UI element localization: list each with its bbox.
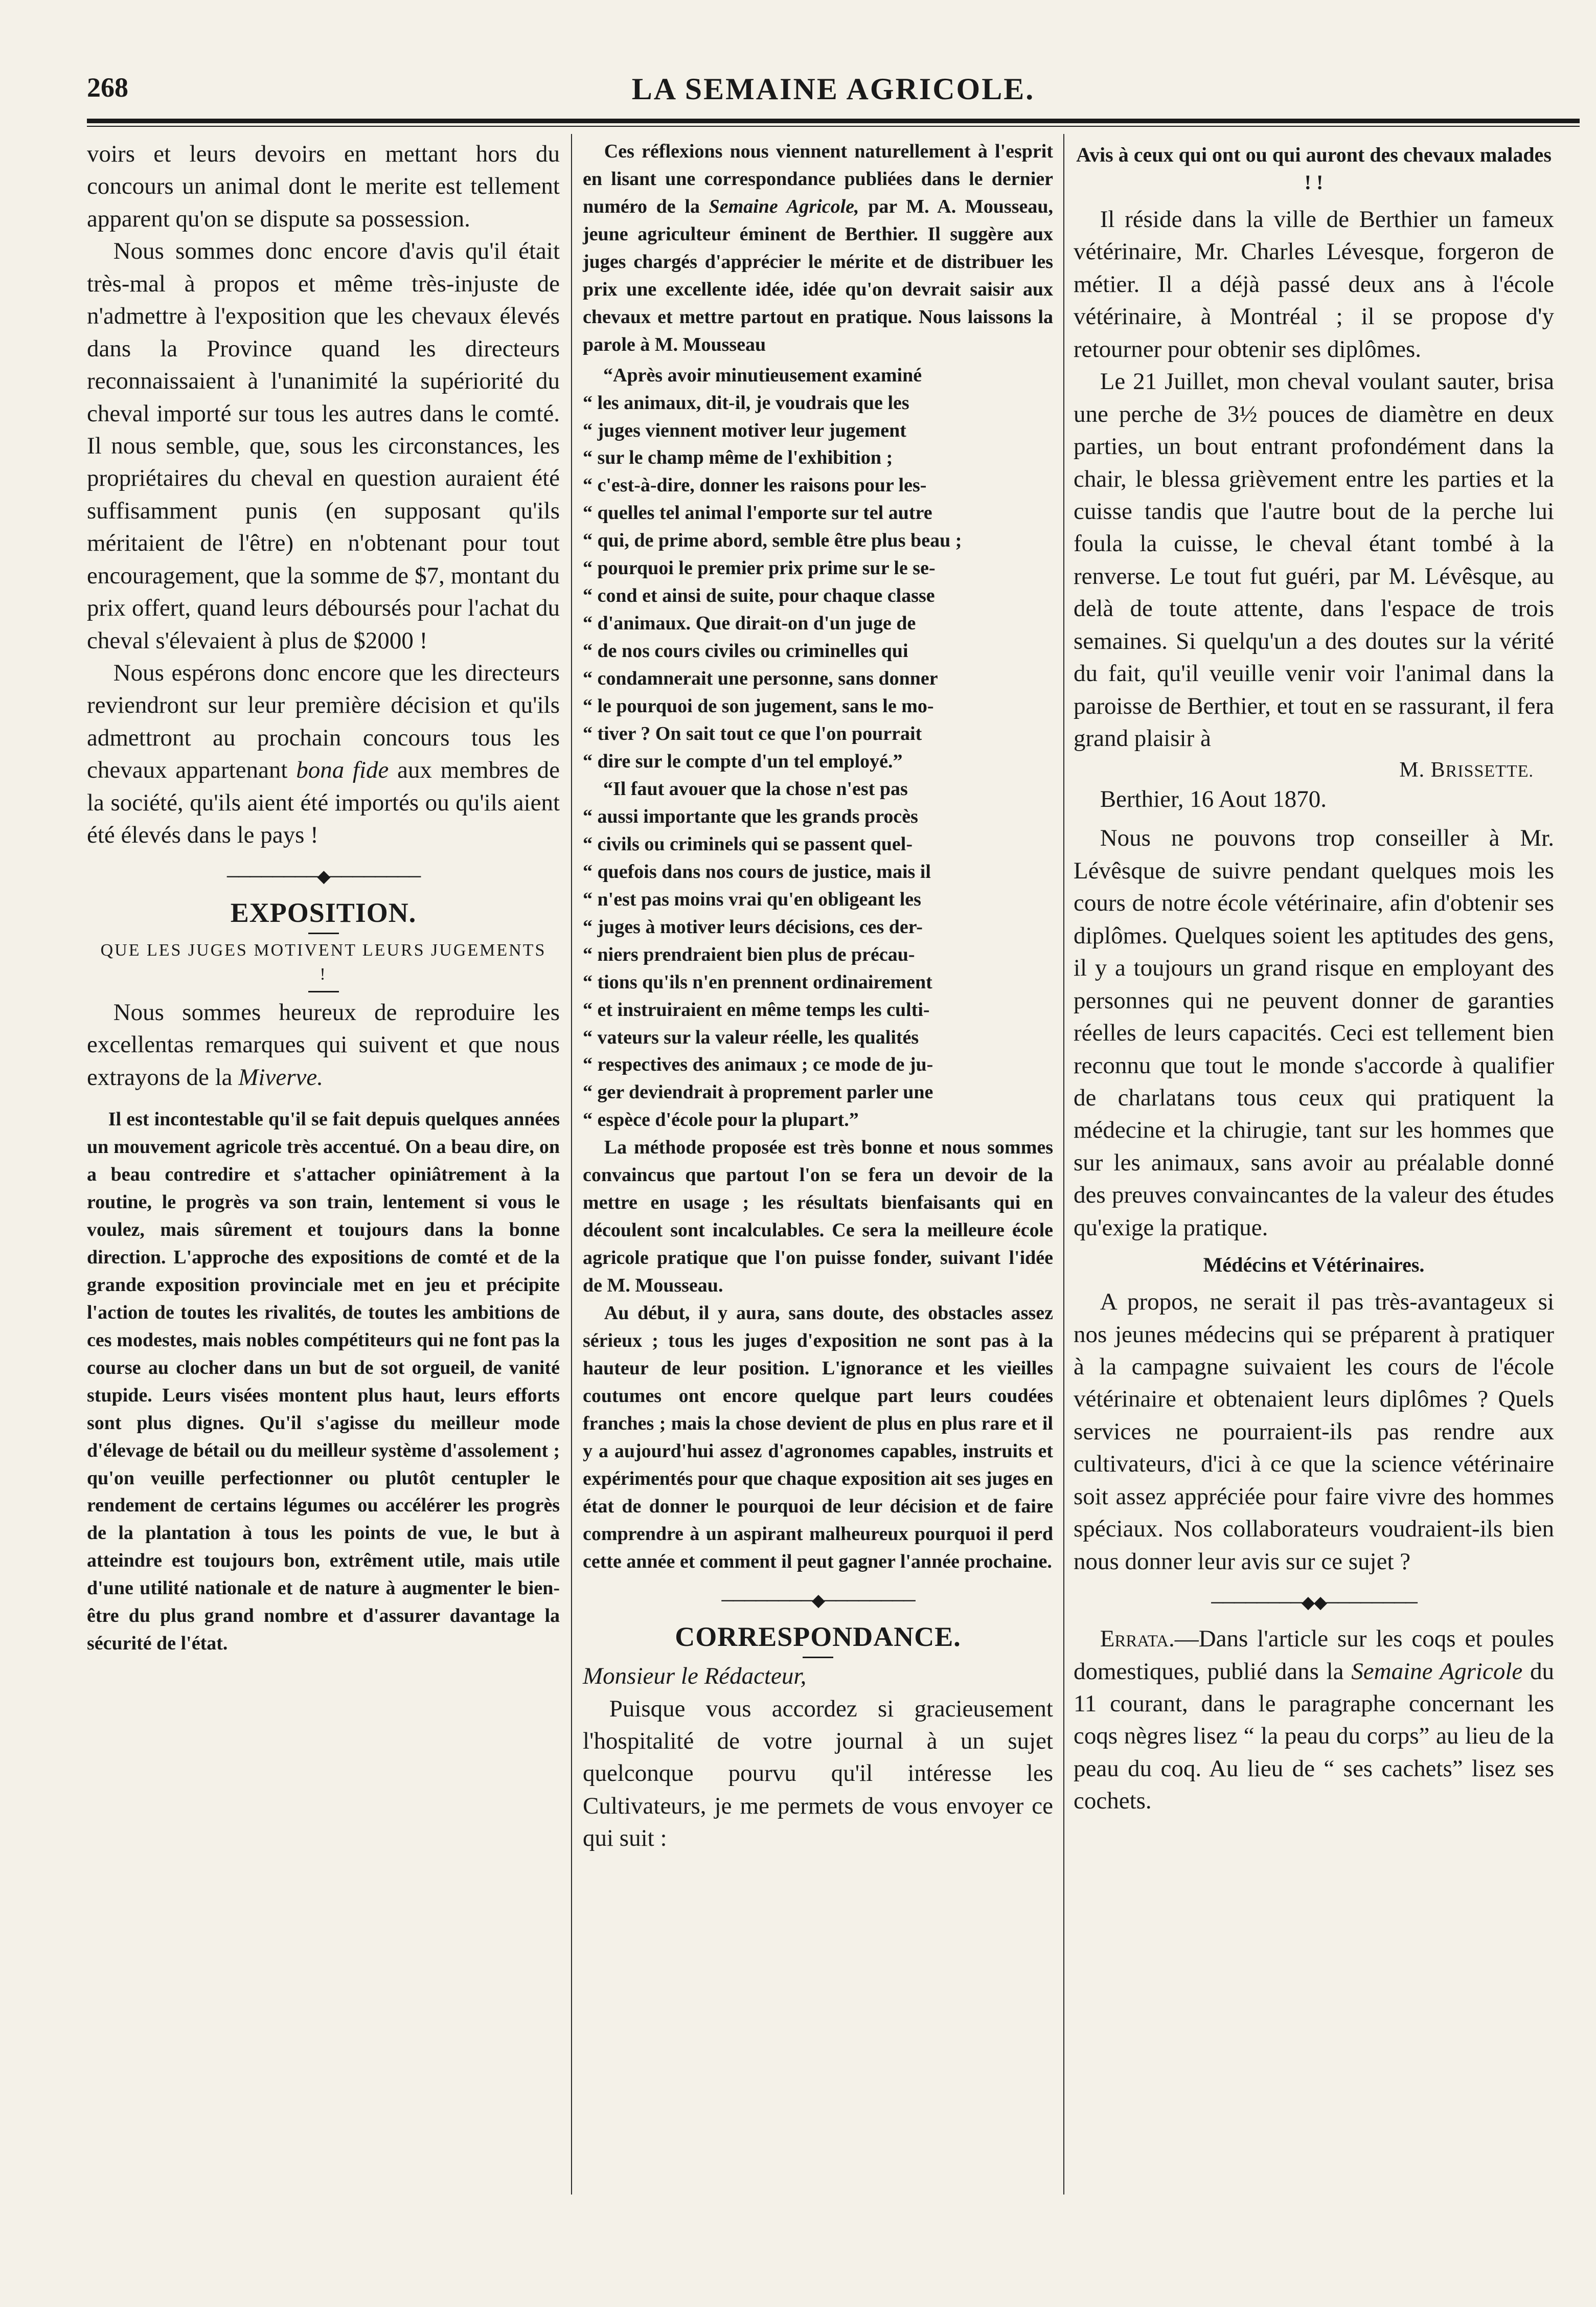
- quote1-line: “ sur le champ même de l'exhibition ;: [583, 447, 893, 469]
- col2-paragraph-4: Puisque vous accordez si gracieusement l'hospitalité de votre journal à un sujet quelconque pourvu qu'il intéresse les Cultivateurs, je me permets de vous envoyer ce qui suit :: [583, 1695, 1053, 1852]
- quote2-line: “ juges à motiver leurs décisions, ces der-: [583, 916, 923, 938]
- dateline: Berthier, 16 Aout 1870.: [1100, 786, 1327, 813]
- quote1-line: “ les animaux, dit-il, je voudrais que les: [583, 392, 909, 414]
- column-divider-2: [1063, 134, 1064, 2195]
- quote1-line: “ de nos cours civiles ou criminelles qui: [583, 640, 908, 662]
- short-rule-1: [308, 933, 339, 934]
- quote1-line: “ le pourquoi de son jugement, sans le mo-: [583, 695, 934, 717]
- col1-p4-italic: Miverve.: [238, 1064, 323, 1091]
- quote2-line: “ civils ou criminels qui se passent quel-: [583, 833, 913, 855]
- col1-p3-italic: bona fide: [296, 757, 389, 784]
- mousseau-quote-1: [583, 362, 1053, 776]
- signature: [1074, 758, 1534, 782]
- page-number: 268: [87, 72, 128, 103]
- quote2-line: “ respectives des animaux ; ce mode de ju-: [583, 1054, 933, 1076]
- column-2: [583, 138, 1053, 1855]
- short-rule-3: [803, 1657, 833, 1658]
- quote2-line: “ n'est pas moins vrai qu'en obligeant les: [583, 888, 921, 910]
- quote2-line: “Il faut avouer que la chose n'est pas: [603, 778, 908, 800]
- col2-paragraph-3: Au début, il y aura, sans doute, des obstacles assez sérieux ; tous les juges d'exposition ne sont pas à la hauteur de leur position. L'ignorance et les vieilles coutumes ont encore quelque part leurs coudées franches ; mais la chose devient de plus en plus rare et il y a aujourd'hui assez d'agronomes capables, instruits et expérimentés pour que chaque exposition ait ses juges en état de donner le pourquoi de leur décision et de faire comprendre à un aspirant malheureux pourquoi il perd cette année et comment il peut gagner l'année prochaine.: [583, 1302, 1053, 1572]
- col3-paragraph-4: A propos, ne serait il pas très-avantageux si nos jeunes médecins qui se préparent à pratiquer à la campagne suivaient les cours de l'école vétérinaire et obtenaient leurs diplômes ? Quels services ne pourraient-ils pas rendre aux cultivateurs, d'ici à ce que la science vétérinaire soit assez appréciée pour faire vivre des hommes spéciaux. Nos collaborateurs voudraient-ils bien nous donner leur avis sur ce sujet ?: [1074, 1288, 1554, 1575]
- column-3: [1074, 138, 1554, 1818]
- col1-paragraph-3: [87, 657, 560, 852]
- quote2-line: “ espèce d'école pour la plupart.”: [583, 1109, 859, 1131]
- col2-p1-text-a: Ces réflexions nous viennent naturellement à l'esprit en lisant une correspondance publiées dans le dernier numéro de la: [583, 141, 1053, 217]
- quote1-line: “ cond et ainsi de suite, pour chaque classe: [583, 585, 935, 607]
- correspondance-heading: CORRESPONDANCE.: [675, 1621, 961, 1652]
- col2-paragraph-2: La méthode proposée est très bonne et nous sommes convaincus que partout l'on se fera un devoir de la mettre en usage ; les résultats bienfaisants qui en découlent sont incalculables. Ce sera la meilleure école agricole pratique que l'on puisse fonder, suivant l'idée de M. Mousseau.: [583, 1137, 1053, 1297]
- quote1-line: “ juges viennent motiver leur jugement: [583, 419, 906, 441]
- exposition-heading: EXPOSITION.: [230, 897, 417, 928]
- quote1-line: “ c'est-à-dire, donner les raisons pour les-: [583, 474, 927, 496]
- header-rule-thin: [87, 126, 1580, 127]
- quote1-line: “ qui, de prime abord, semble être plus beau ;: [583, 530, 962, 552]
- errata-paragraph: [1074, 1623, 1554, 1818]
- signature-rest: RISSETTE.: [1445, 762, 1534, 781]
- quote2-line: “ tions qu'ils n'en prennent ordinairement: [583, 971, 932, 993]
- quote1-line: “ condamnerait une personne, sans donner: [583, 668, 938, 690]
- quote2-line: “ aussi importante que les grands procès: [583, 805, 918, 827]
- quote1-line: “ quelles tel animal l'emporte sur tel autre: [583, 502, 932, 524]
- col2-p1-italic: Semaine Agricole,: [709, 195, 859, 217]
- quote1-line: “ d'animaux. Que dirait-on d'un juge de: [583, 613, 916, 635]
- quote1-line: “Après avoir minutieusement examiné: [603, 364, 922, 386]
- quote2-line: “ et instruiraient en même temps les culti-: [583, 999, 930, 1021]
- signature-prefix: M. B: [1399, 758, 1446, 782]
- journal-title: LA SEMAINE AGRICOLE.: [631, 72, 1035, 106]
- section-ornament-2: ────────◆────────: [721, 1591, 915, 1610]
- col3-paragraph-2: Le 21 Juillet, mon cheval voulant sauter, brisa une perche de 3½ pouces de diamètre en deux parties, un bout entrant profondément dans la chair, le blessa grièvement entre les parties et la cuisse tandis que l'autre bout de la perche lui foula la cuisse, le cheval étant tombé à la renverse. Le tout fut guéri, par M. Lévêsque, au delà de toute attente, dans l'espace de trois semaines. Si quelqu'un a des doutes sur la vérité du fait, qu'il veuille venir voir l'animal dans la paroisse de Berthier, et tout en se rassurant, il fera grand plaisir à: [1074, 368, 1554, 752]
- section-ornament-3: ────────◆◆────────: [1211, 1593, 1417, 1613]
- col1-paragraph-5: Il est incontestable qu'il se fait depuis quelques années un mouvement agricole très accentué. On a beau dire, on a beau contredire et s'attacher opiniâtrement à la routine, le progrès va son train, lentement si vous le voulez, mais sûrement et toujours dans la bonne direction. L'approche des expositions de comté et de la grande exposition provinciale met en jeu et précipite l'action de toutes les rivalités, de toutes les ambitions de ces modestes, mais nobles compétiteurs qui ne font pas la course au clocher dans un but de sot orgueil, de vanité stupide. Leurs visées montent plus haut, leurs efforts sont plus dignes. Qu'il s'agisse du meilleur mode d'élevage de bétail ou du meilleur système d'assolement ; qu'on veuille perfectionner ou plutôt centupler le rendement de certains légumes ou accélérer les progrès de la plantation à tous les points de vue, le but à atteindre est toujours bon, extrêment utile, mais utile d'une utilité nationale et de nature à augmenter le bien-être du plus grand nombre et d'assurer davantage la sécurité de l'état.: [87, 1109, 560, 1655]
- short-rule-2: [308, 991, 339, 992]
- quote2-line: “ quefois dans nos cours de justice, mais il: [583, 861, 931, 883]
- mousseau-quote-2: [583, 776, 1053, 1134]
- col1-paragraph-2: Nous sommes donc encore d'avis qu'il était très-mal à propos et même très-injuste de n'admettre à l'exposition que les chevaux élevés dans la Province quand les directeurs reconnaissaient à l'unanimité la supériorité du cheval importé sur tous les autres dans le comté. Il nous semble, que, sous les circonstances, les propriétaires du cheval en question auraient été suffisamment punis (en supposant qu'ils méritaient de l'être) en n'obtenant pour tout encouragement, que la somme de $7, montant du prix offert, quand leurs déboursés pour l'achat du cheval s'élevaient à plus de $2000 !: [87, 238, 560, 654]
- avis-heading: Avis à ceux qui ont ou qui auront des chevaux malades ! !: [1076, 143, 1552, 194]
- errata-text-b: du 11 courant, dans le paragraphe concernant les coqs nègres lisez “ la peau du corps” au lieu de la peau du coq. Au lieu de “ ses cachets” lisez ses cochets.: [1074, 1658, 1554, 1815]
- exposition-subheading: QUE LES JUGES MOTIVENT LEURS JUGEMENTS !: [100, 940, 546, 984]
- col1-p3-text-a: Nous espérons donc encore que les directeurs reviendront sur leur première décision et qu'ils admettront au prochain concours tous les chevaux appartenant: [87, 660, 560, 784]
- col3-paragraph-3: Nous ne pouvons trop conseiller à Mr. Lévêsque de suivre pendant quelques mois les cours de notre école vétérinaire, afin d'obtenir ses diplômes. Quelques soient les aptitudes des gens, il y a toujours un grand risque en employant des personnes qui ne peuvent donner de garanties réelles de leurs capacités. Ceci est tellement bien reconnu que tout le monde s'accorde à qualifier de charlatans tous ceux qui pratiquent la médecine et la chirugie, tant sur les hommes que sur les animaux, sans avoir au préalable donné des preuves convaincantes de la valeur des études qu'exige la pratique.: [1074, 825, 1554, 1241]
- medecins-heading: Médécins et Vétérinaires.: [1203, 1253, 1425, 1277]
- column-1: [87, 138, 560, 1658]
- errata-text-a: —Dans l'article sur les coqs et poules domestiques, publié dans la: [1074, 1625, 1554, 1685]
- col2-p1-text-b: par M. A. Mousseau, jeune agriculteur éminent de Berthier. Il suggère aux juges chargés d'apprécier le mérite et de distribuer les prix une excellente idée, idée qu'on devrait saisir aux chevaux et mettre partout en pratique. Nous laissons la parole à M. Mousseau: [583, 195, 1053, 355]
- quote1-line: “ dire sur le compte d'un tel employé.”: [583, 750, 903, 772]
- col1-p3-text-b: aux membres de la société, qu'ils aient été importés ou qu'ils aient été élevés dans le pays !: [87, 757, 560, 849]
- quote1-line: “ tiver ? On sait tout ce que l'on pourrait: [583, 723, 922, 745]
- quote1-line: “ pourquoi le premier prix prime sur le se-: [583, 557, 936, 579]
- col3-paragraph-1: Il réside dans la ville de Berthier un fameux vétérinaire, Mr. Charles Lévesque, forgeron de métier. Il a déjà passé deux ans à l'école vétérinaire, à Montréal ; il se propose d'y retourner pour obtenir ses diplômes.: [1074, 206, 1554, 363]
- col2-paragraph-1: [583, 138, 1053, 359]
- section-ornament-1: ────────◆────────: [226, 867, 420, 886]
- col1-paragraph-1: voirs et leurs devoirs en mettant hors du concours un animal dont le merite est tellement apparent qu'on se dispute sa possession.: [87, 141, 560, 232]
- header-rule-thick: [87, 119, 1580, 123]
- quote2-line: “ ger deviendrait à proprement parler une: [583, 1081, 933, 1103]
- quote2-line: “ vateurs sur la valeur réelle, les qualités: [583, 1026, 919, 1048]
- col1-p4-text: Nous sommes heureux de reproduire les excellentas remarques qui suivent et que nous extrayons de la: [87, 999, 560, 1091]
- column-divider-1: [571, 134, 572, 2195]
- errata-italic: Semaine Agricole: [1351, 1658, 1523, 1685]
- errata-label: Errata.: [1100, 1625, 1175, 1653]
- col1-paragraph-4: [87, 997, 560, 1094]
- quote2-line: “ niers prendraient bien plus de précau-: [583, 943, 915, 965]
- salutation: Monsieur le Rédacteur,: [583, 1662, 807, 1689]
- page-header: [87, 72, 1580, 112]
